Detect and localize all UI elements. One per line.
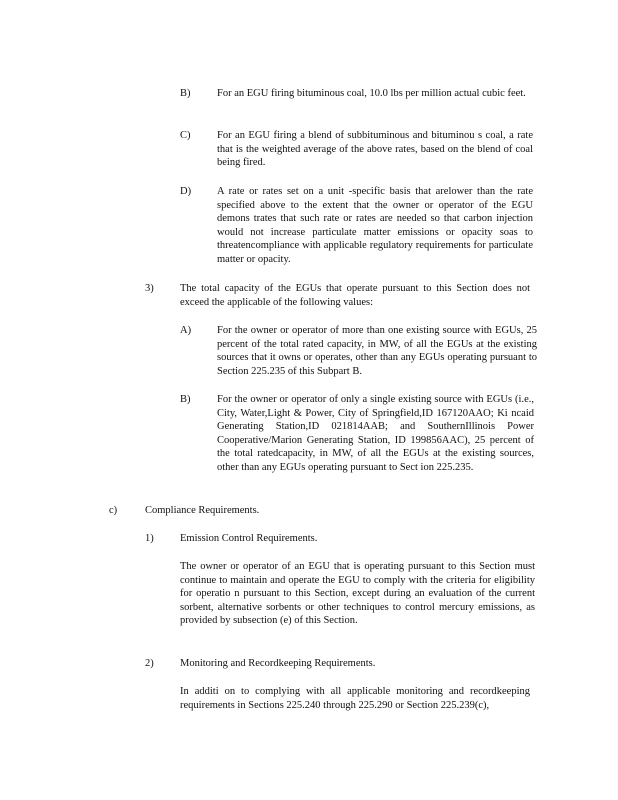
item-label-A-capacity: A)	[180, 325, 192, 336]
item-text-C: For an EGU firing a blend of subbituminous and bituminou s coal, a rate that is the weighted average of the above rates, based on the blend of coal being fired.	[217, 130, 533, 169]
item-label-C: C)	[180, 130, 191, 141]
heading-emission-control: Emission Control Requirements.	[180, 533, 318, 544]
item-text-D: A rate or rates set on a unit -specific basis that arelower than the rate specified above to the extent that the owner or operator of the EGU demons trates that such rate or rates are needed so that carbon injection would not increase particulate matter emissions or opacity soas to threatencompliance with applicable regulatory requirements for particulate matter or opacity.	[217, 186, 533, 265]
item-label-2: 2)	[145, 658, 154, 669]
heading-monitoring: Monitoring and Recordkeeping Requirements.	[180, 658, 376, 669]
item-text-A-capacity: For the owner or operator of more than one existing source with EGUs, 25 percent of the total rated capacity, in MW, of all the EGUs at the existing sources that it owns or operates, other than any EGUs operating pursuant to Section 225.235 of this Subpart B.	[217, 325, 537, 377]
section-label-c: c)	[109, 505, 118, 516]
item-text-B-capacity: For the owner or operator of only a single existing source with EGUs (i.e., City, Water,Light & Power, City of Springfield,ID 167120AAO; Ki ncaid Generating Station,ID 021814AAB; and SouthernIllinois Power Cooperative/Marion Generating Station, ID 199856AAC), 25 percent of the total ratedcapacity, in MW, of all the EGUs at the existing sources, other than any EGUs operating pursuant to Sect ion 225.235.	[217, 394, 534, 473]
item-label-D: D)	[180, 186, 192, 197]
item-label-B-capacity: B)	[180, 394, 191, 405]
item-label-1: 1)	[145, 533, 154, 544]
item-label-3: 3)	[145, 283, 154, 294]
item-text-B: For an EGU firing bituminous coal, 10.0 lbs per million actual cubic feet.	[217, 88, 526, 99]
section-heading-compliance: Compliance Requirements.	[145, 505, 260, 516]
item-text-3: The total capacity of the EGUs that operate pursuant to this Section does not exceed the applicable of the following values:	[180, 283, 530, 308]
paragraph-emission-control: The owner or operator of an EGU that is operating pursuant to this Section must continue to maintain and operate the EGU to comply with the criteria for eligibility for operatio n pursuant to this Section, except during an evaluation of the current sorbent, alternative sorbents or other techniques to control mercury emissions, as provided by subsection (e) of this Section.	[180, 561, 535, 627]
paragraph-monitoring: In additi on to complying with all applicable monitoring and recordkeeping requirements in Sections 225.240 through 225.290 or Section 225.239(c),	[180, 686, 530, 711]
item-label-B: B)	[180, 88, 191, 99]
